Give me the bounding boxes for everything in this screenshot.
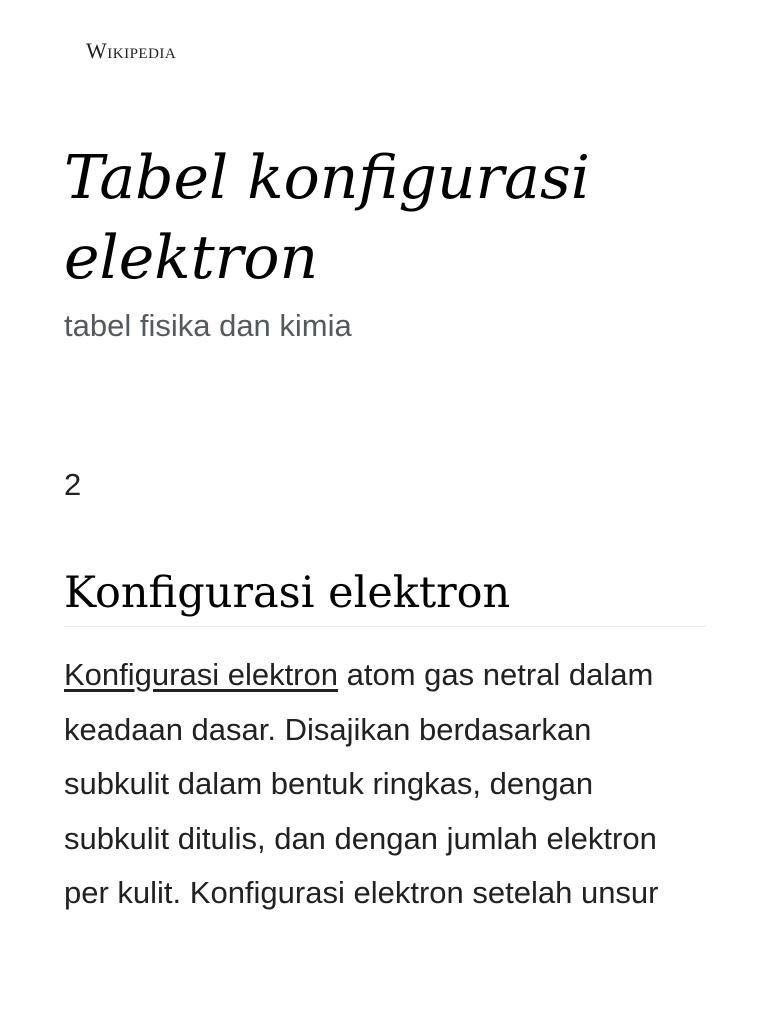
section-paragraph	[64, 648, 704, 921]
section-heading[interactable]: Konfigurasi elektron	[64, 566, 706, 627]
article-link-konfigurasi-elektron[interactable]: Konfigurasi elektron	[64, 657, 338, 692]
wikipedia-wordmark: Wikipedia	[86, 38, 177, 63]
infobox-number: 2	[64, 467, 82, 502]
wikipedia-logo[interactable]	[86, 38, 176, 64]
page-description: tabel fisika dan kimia	[64, 308, 352, 343]
paragraph-text: atom gas netral dalam keadaan dasar. Disajikan berdasarkan subkulit dalam bentuk ringkas, dengan subkulit ditulis, dan dengan jumlah elektron per kulit. Konfigurasi elektron setelah unsur	[64, 657, 659, 910]
page-title: Tabel konfigurasi elektron	[64, 143, 590, 293]
